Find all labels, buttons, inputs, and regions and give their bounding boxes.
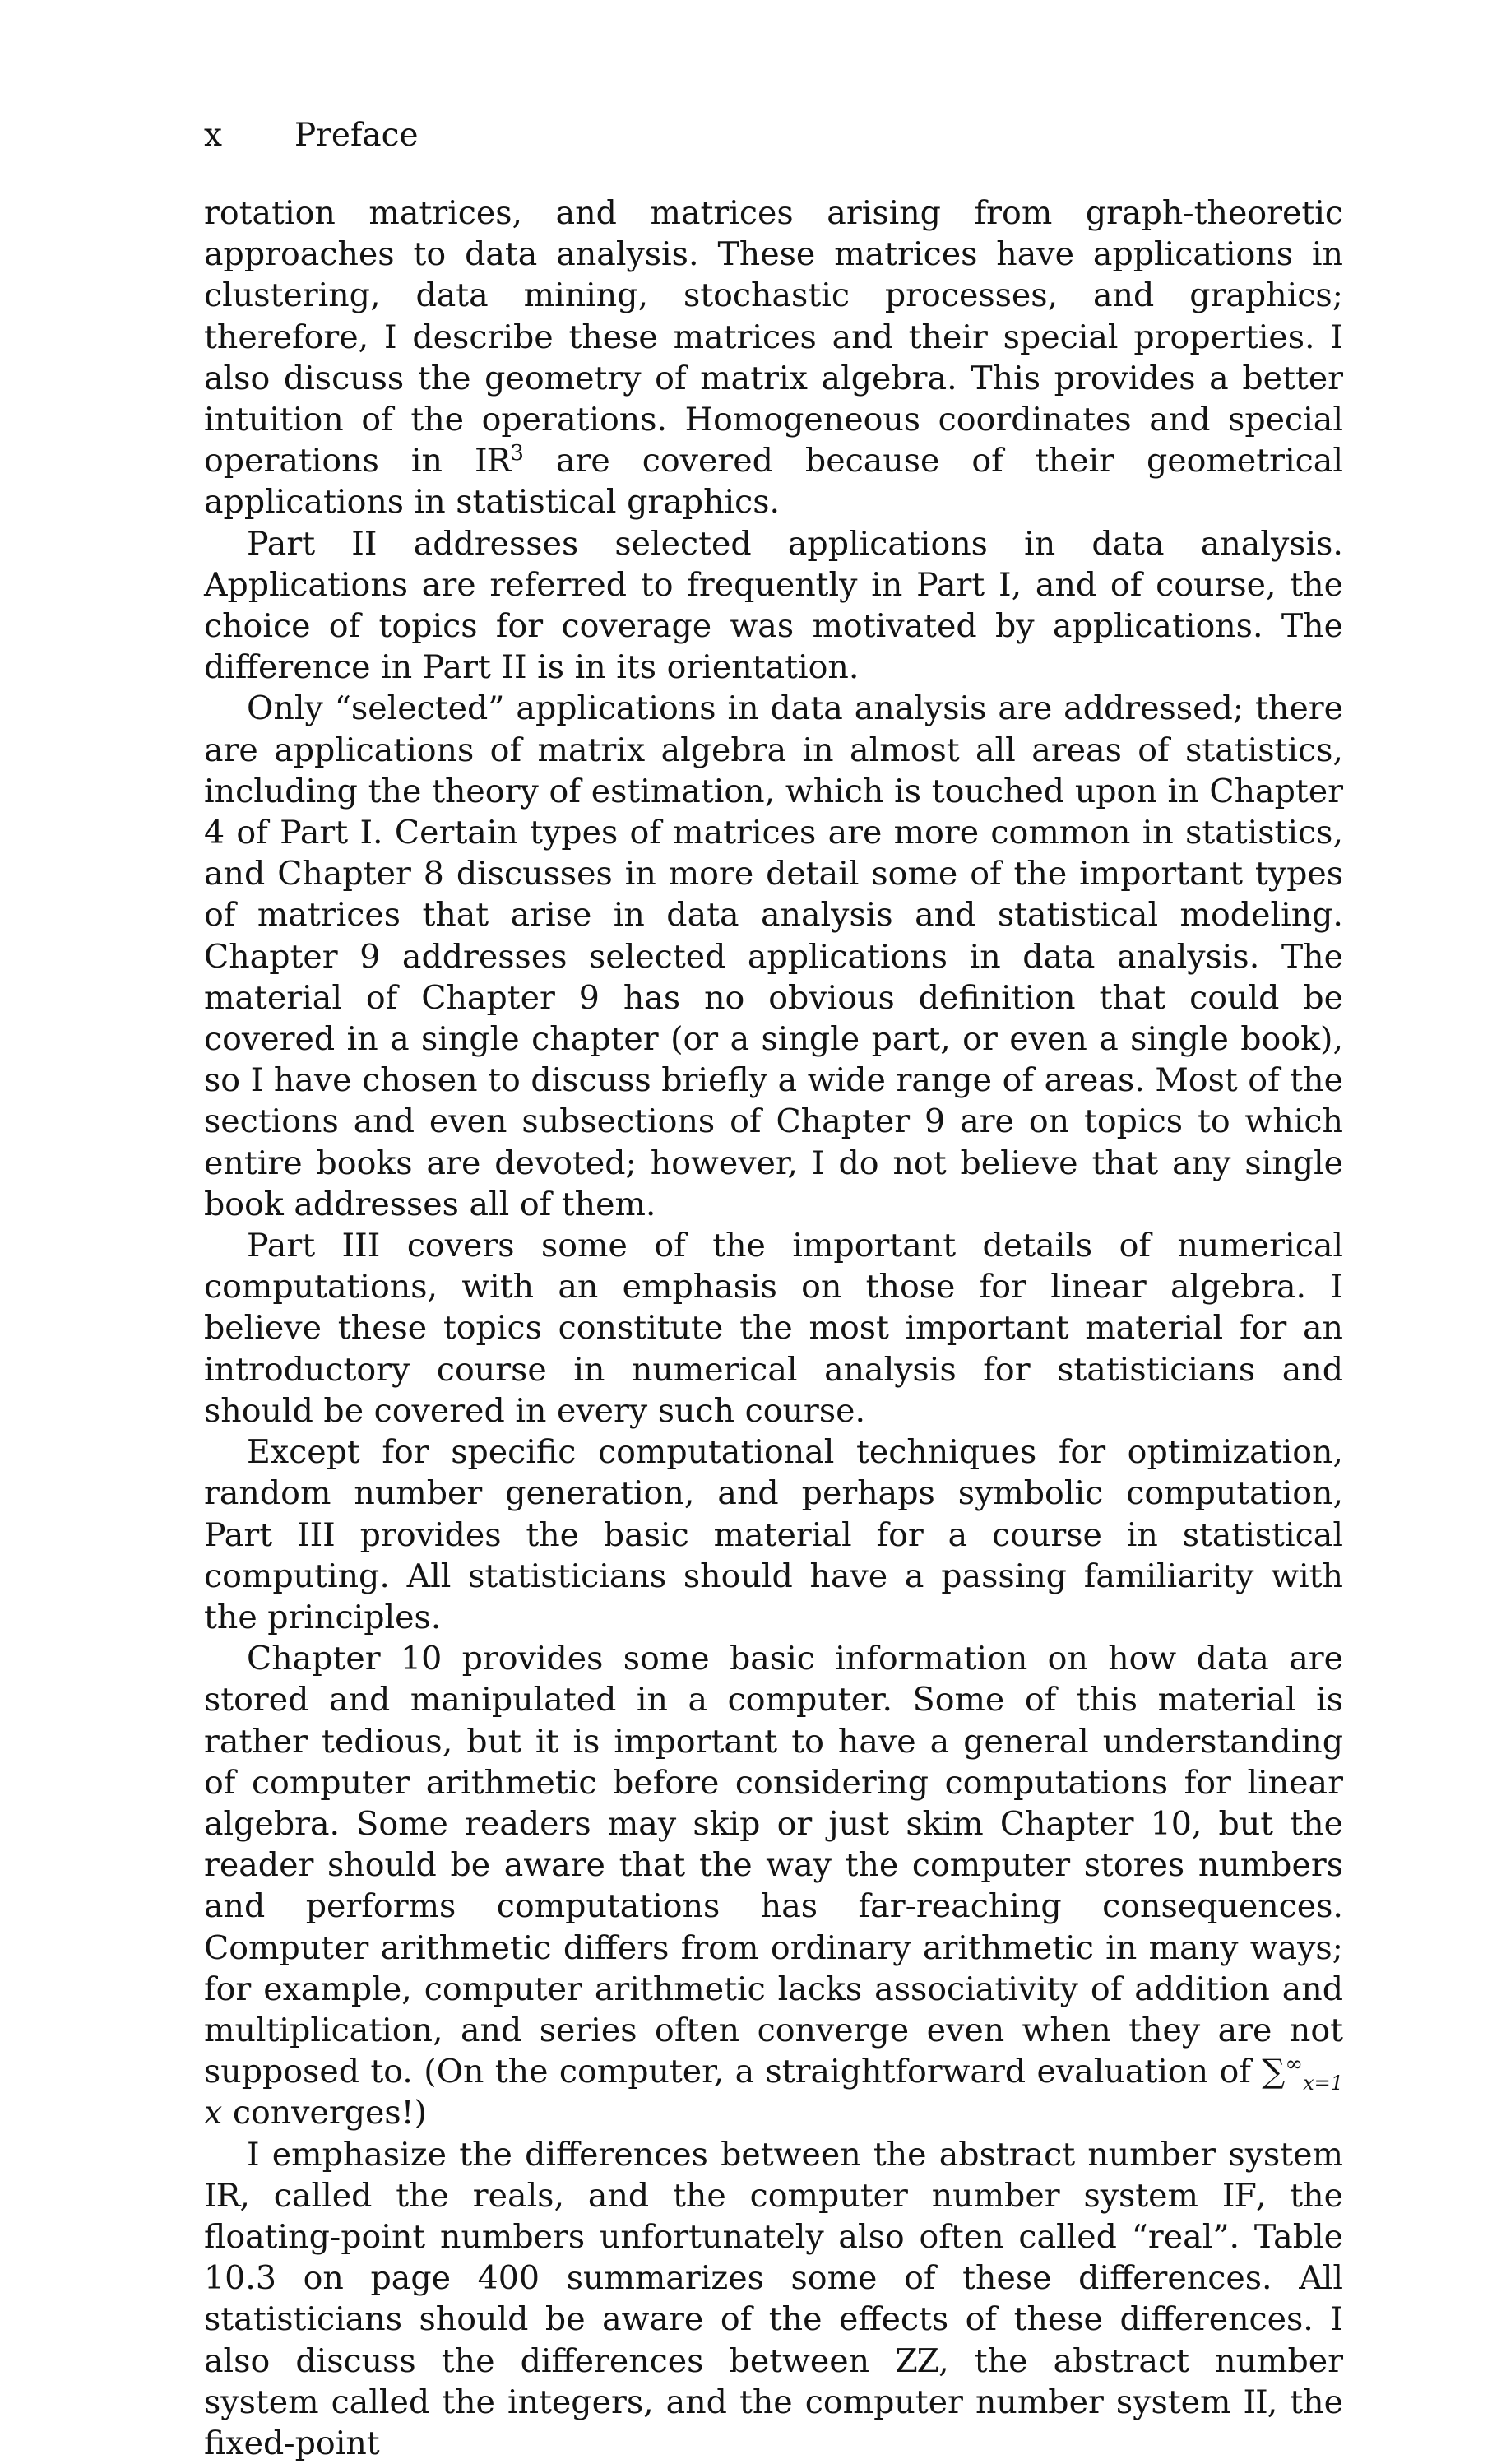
body-text <box>204 193 1343 2464</box>
fixed-point-symbol: II <box>1243 2383 1267 2421</box>
real-numbers-symbol: IR <box>475 442 511 480</box>
running-title: Preface <box>294 117 419 154</box>
paragraph-2: Part II addresses selected applications in data analysis. Applications are referred to frequently in Part I, and of course, the choice of topics for coverage was motivated by applications. The difference in Part II is in its orientation. <box>204 524 1343 687</box>
reals-symbol: IR <box>204 2176 240 2215</box>
paragraph-4: Part III covers some of the important details of numerical computations, with an emphasis on those for linear algebra. I believe these topics constitute the most important material for an introductory course in numerical analysis for statisticians and should be covered in every such course. <box>204 1227 1343 1430</box>
page-number: x <box>204 117 222 154</box>
paragraph-6: Chapter 10 provides some basic information on how data are stored and manipulated in a computer. Some of this material is rather tedious, but it is important to have a general understanding of computer arithmetic before considering computations for linear algebra. Some readers may skip or just skim Chapter 10, but the reader should be aware that the way the computer stores numbers and performs computations has far-reaching consequences. Computer arithmetic differs from ordinary arithmetic in many ways; for example, computer arithmetic lacks associativity of addition and multiplication, and series often converge even when they are not supposed to. (On the computer, a straightforward evaluation of $\sum^\infty_{x=1}$ x converges!) <box>204 1640 1343 2132</box>
floats-symbol: IF <box>1221 2176 1256 2215</box>
sum-symbol: ∑ <box>1262 2053 1286 2091</box>
paragraph-7: I emphasize the differences between the abstract number system IR, called the reals, and the computer number system IF, the floating-point numbers unfortunately also often called “real”. Table 10.3 on page 400 summarizes some of these differences. All statisticians should be aware of the effects of these differences. I also discuss the differences between ZZ, the abstract number system called the integers, and the computer number system II, the fixed-point <box>204 2135 1344 2462</box>
running-header <box>204 115 419 156</box>
integers-symbol: ZZ <box>895 2341 939 2380</box>
paragraph-3: Only “selected” applications in data analysis are addressed; there are applications of matrix algebra in almost all areas of statistics, including the theory of estimation, which is touched upon in Chapter 4 of Part I. Certain types of matrices are more common in statistics, and Chapter 8 discusses in more detail some of the important types of matrices that arise in data analysis and statistical modeling. Chapter 9 addresses selected applications in data analysis. The material of Chapter 9 has no obvious definition that could be covered in a single chapter (or a single part, or even a single book), so I have chosen to discuss briefly a wide range of areas. Most of the sections and even subsections of Chapter 9 are on topics to which entire books are devoted; however, I do not believe that any single book addresses all of them. <box>204 689 1343 1223</box>
paragraph-1: rotation matrices, and matrices arising from graph-theoretic approaches to data analysis. These matrices have applications in clustering, data mining, stochastic processes, and graphics; therefore, I describe these matrices and their special properties. I also discuss the geometry of matrix algebra. This provides a better intuition of the operations. Homogeneous coordinates and special operations in $IR^3$ are covered because of their geometrical applications in statistical graphics. <box>204 194 1343 522</box>
paragraph-5: Except for specific computational techniques for optimization, random number generation, and perhaps symbolic computation, Part III provides the basic material for a course in statistical computing. All statisticians should have a passing familiarity with the principles. <box>204 1433 1343 1636</box>
